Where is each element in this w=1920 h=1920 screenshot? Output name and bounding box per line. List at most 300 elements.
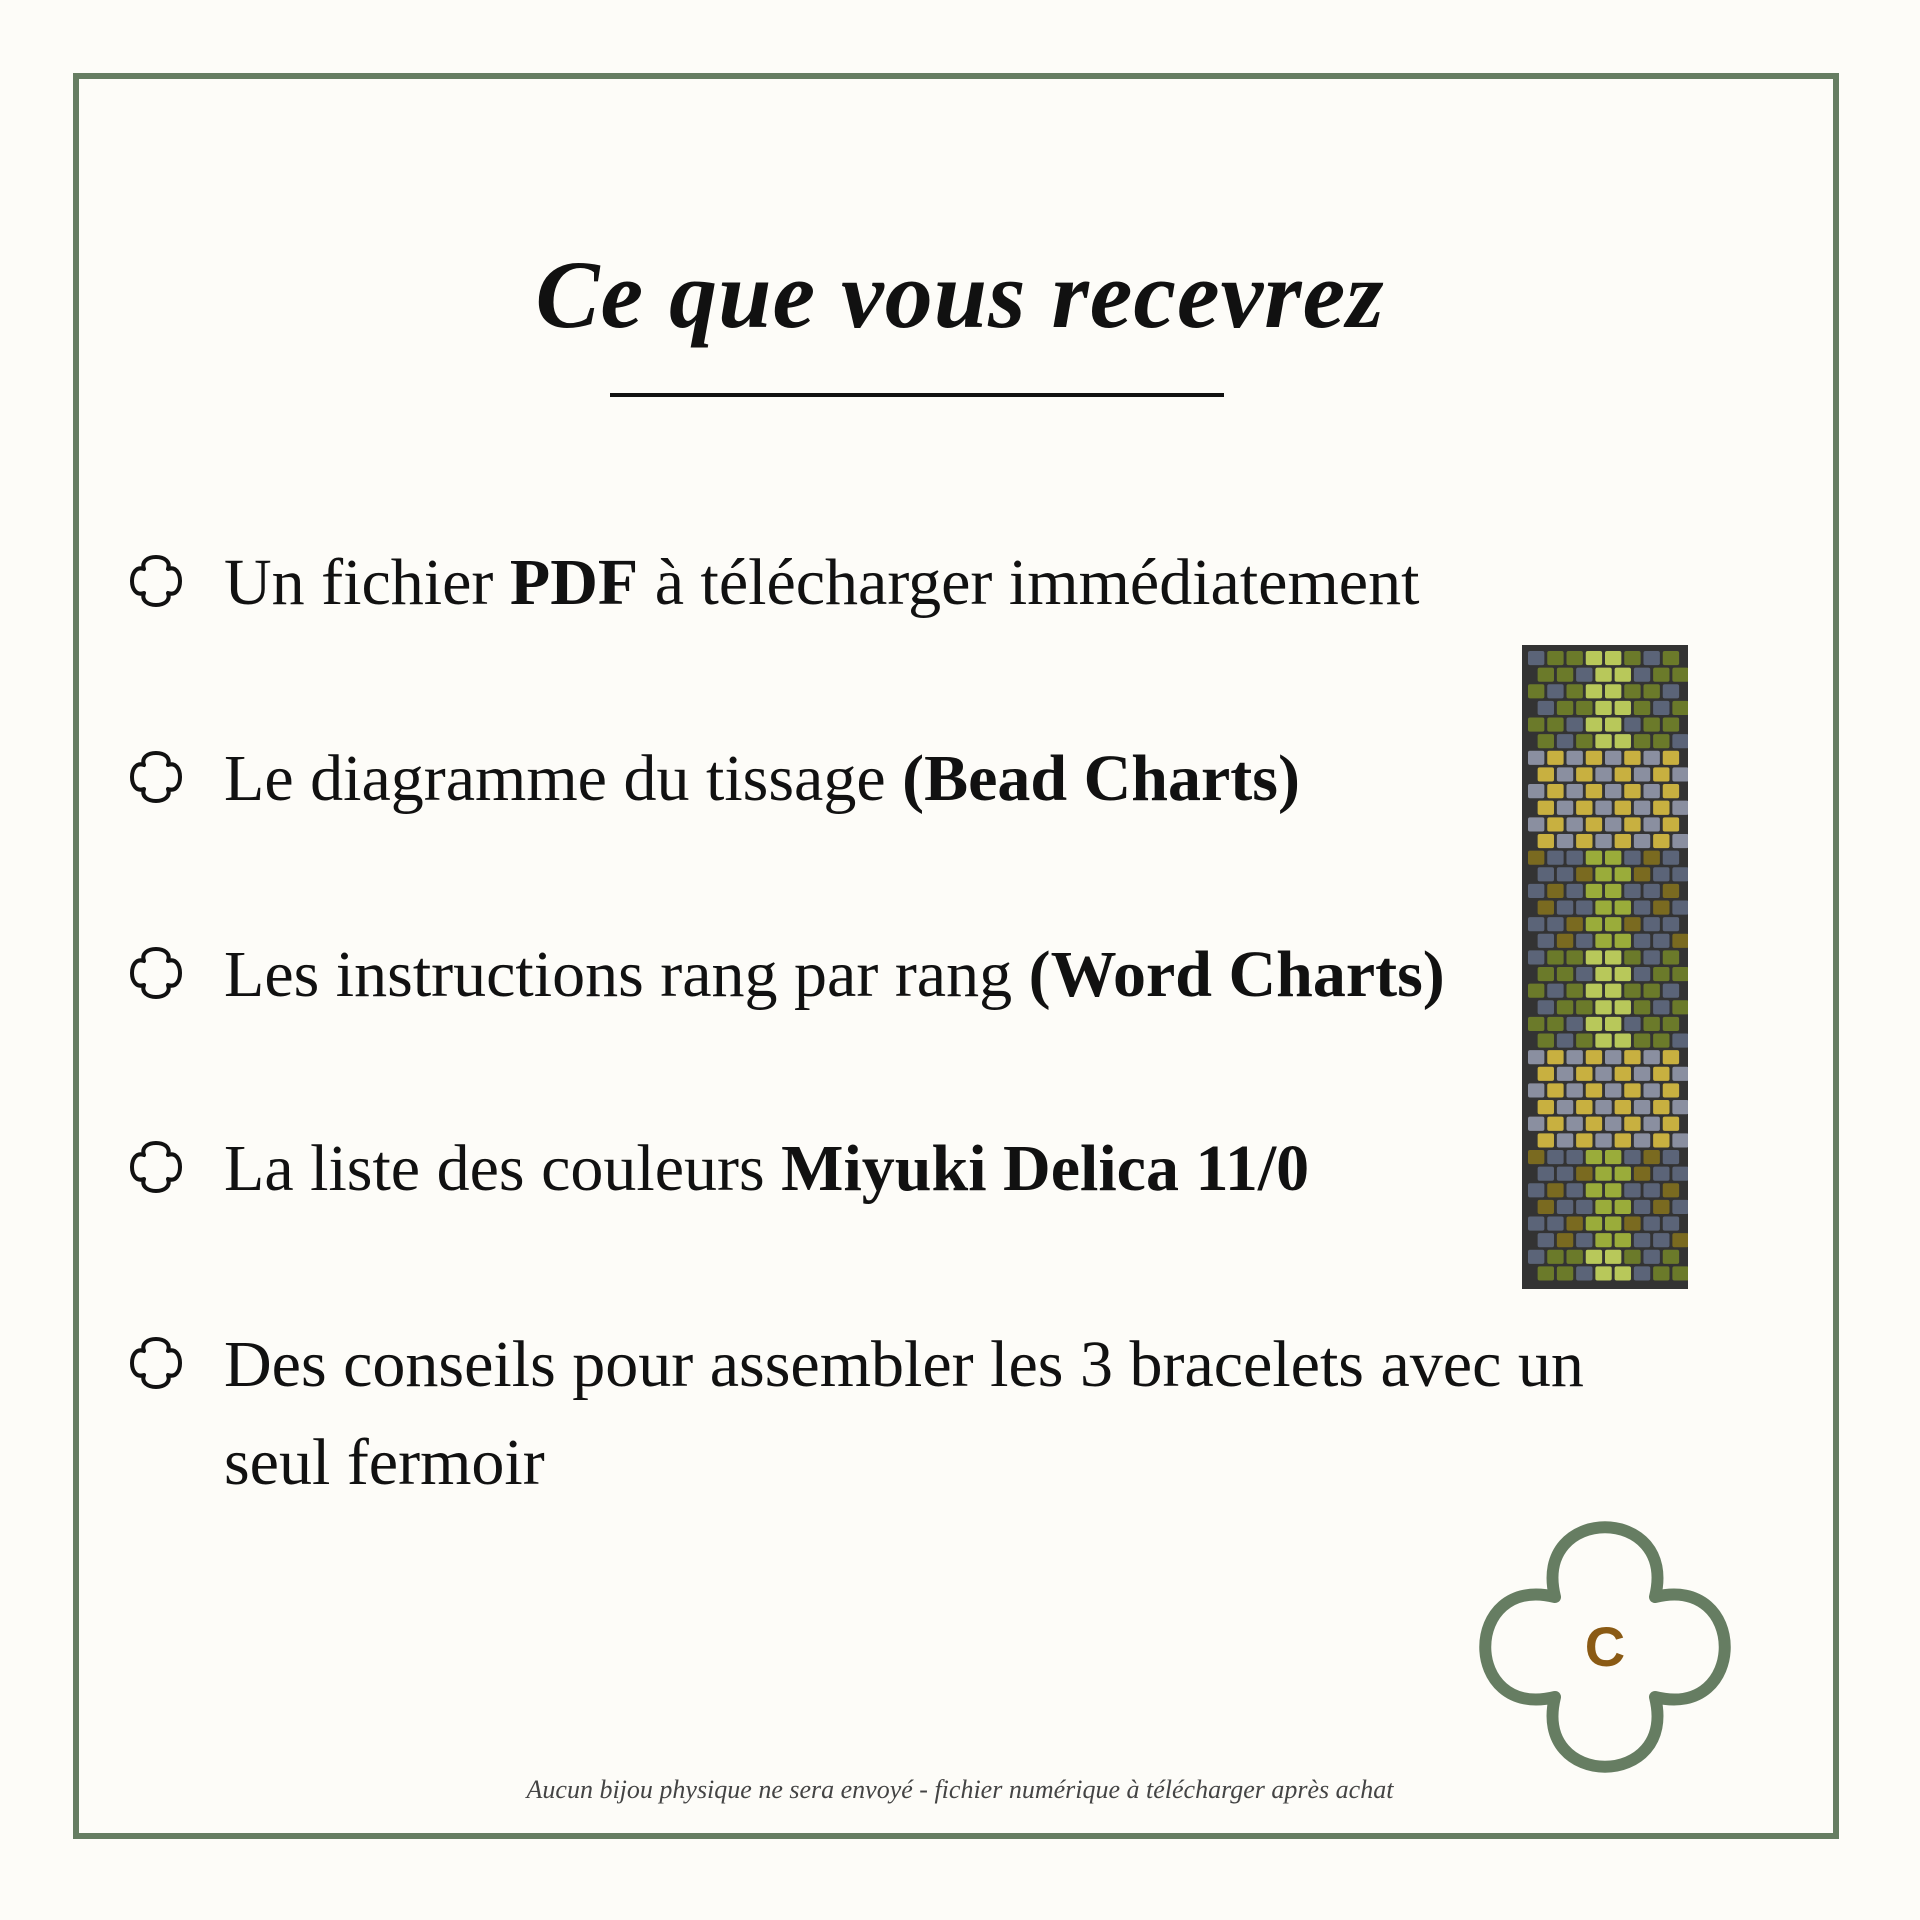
bead xyxy=(1653,1133,1669,1147)
bead xyxy=(1653,668,1669,682)
bead xyxy=(1615,867,1631,881)
bead xyxy=(1672,1100,1688,1114)
bead xyxy=(1586,1017,1602,1031)
bead xyxy=(1644,917,1660,931)
bead xyxy=(1624,1017,1640,1031)
bead xyxy=(1557,1100,1573,1114)
bead xyxy=(1557,801,1573,815)
bead xyxy=(1547,950,1563,964)
bead xyxy=(1644,950,1660,964)
bead xyxy=(1595,1167,1611,1181)
bead xyxy=(1576,1200,1592,1214)
bead xyxy=(1605,851,1621,865)
bead xyxy=(1538,934,1554,948)
bead xyxy=(1547,1117,1563,1131)
bead xyxy=(1586,1083,1602,1097)
bead xyxy=(1634,668,1650,682)
bead xyxy=(1672,701,1688,715)
bead xyxy=(1538,1133,1554,1147)
bead xyxy=(1634,767,1650,781)
bead xyxy=(1547,1183,1563,1197)
bead xyxy=(1576,1233,1592,1247)
bead xyxy=(1624,651,1640,665)
bead xyxy=(1653,1034,1669,1048)
bead xyxy=(1586,718,1602,732)
bead xyxy=(1586,984,1602,998)
bead xyxy=(1557,1167,1573,1181)
bead xyxy=(1538,834,1554,848)
bead xyxy=(1644,684,1660,698)
bead xyxy=(1644,851,1660,865)
bead xyxy=(1528,984,1544,998)
bead xyxy=(1528,950,1544,964)
bead xyxy=(1547,851,1563,865)
bead xyxy=(1567,884,1583,898)
bead xyxy=(1586,684,1602,698)
bead xyxy=(1538,967,1554,981)
bead xyxy=(1528,651,1544,665)
bead xyxy=(1615,1200,1631,1214)
bead xyxy=(1644,1183,1660,1197)
bead xyxy=(1605,817,1621,831)
bead xyxy=(1615,734,1631,748)
bead xyxy=(1624,984,1640,998)
bead xyxy=(1615,767,1631,781)
bead xyxy=(1644,1050,1660,1064)
bead xyxy=(1595,701,1611,715)
bead xyxy=(1586,1250,1602,1264)
bead xyxy=(1538,1034,1554,1048)
bead xyxy=(1663,1250,1679,1264)
bead xyxy=(1538,734,1554,748)
bead xyxy=(1586,1117,1602,1131)
bead xyxy=(1595,967,1611,981)
four-petal-flower-outline-icon xyxy=(120,741,192,813)
bead xyxy=(1624,1050,1640,1064)
bead xyxy=(1528,1117,1544,1131)
page-title: Ce que vous recevrez xyxy=(535,241,1385,348)
bead xyxy=(1547,684,1563,698)
list-item xyxy=(224,1120,1624,1218)
bead xyxy=(1624,884,1640,898)
bead xyxy=(1634,734,1650,748)
bead xyxy=(1634,867,1650,881)
bead xyxy=(1644,1250,1660,1264)
bead xyxy=(1557,967,1573,981)
bead xyxy=(1634,1200,1650,1214)
item-text: Le diagramme du tissage xyxy=(224,742,903,815)
bead xyxy=(1653,1266,1669,1280)
bead xyxy=(1567,851,1583,865)
bead xyxy=(1672,1266,1688,1280)
bead xyxy=(1586,1183,1602,1197)
bead xyxy=(1624,1117,1640,1131)
bead xyxy=(1634,1000,1650,1014)
bead xyxy=(1528,851,1544,865)
bead xyxy=(1528,1017,1544,1031)
bead xyxy=(1538,1266,1554,1280)
bead xyxy=(1586,884,1602,898)
bead xyxy=(1653,734,1669,748)
bead xyxy=(1672,1233,1688,1247)
bead xyxy=(1672,734,1688,748)
bead xyxy=(1663,1216,1679,1230)
bead xyxy=(1586,784,1602,798)
bead xyxy=(1624,1150,1640,1164)
bead xyxy=(1586,817,1602,831)
bead xyxy=(1634,1133,1650,1147)
bead xyxy=(1547,817,1563,831)
bead xyxy=(1663,1117,1679,1131)
bead xyxy=(1644,751,1660,765)
bead xyxy=(1615,1034,1631,1048)
bead xyxy=(1672,967,1688,981)
bead xyxy=(1557,1000,1573,1014)
bead xyxy=(1634,701,1650,715)
bead xyxy=(1567,1117,1583,1131)
bead xyxy=(1634,967,1650,981)
bead xyxy=(1595,1200,1611,1214)
bead xyxy=(1557,934,1573,948)
bead xyxy=(1653,934,1669,948)
bead xyxy=(1615,1000,1631,1014)
bead xyxy=(1576,934,1592,948)
bead xyxy=(1567,1216,1583,1230)
bead xyxy=(1615,1133,1631,1147)
bead xyxy=(1663,950,1679,964)
bead xyxy=(1586,651,1602,665)
bead xyxy=(1605,651,1621,665)
bead xyxy=(1634,1100,1650,1114)
bead xyxy=(1653,967,1669,981)
bead xyxy=(1595,1100,1611,1114)
bead xyxy=(1538,1000,1554,1014)
item-bold-text: PDF xyxy=(509,546,639,619)
item-text: La liste des couleurs xyxy=(224,1132,782,1205)
four-petal-flower-logo xyxy=(1452,1494,1758,1800)
bead xyxy=(1576,1067,1592,1081)
bead xyxy=(1653,1067,1669,1081)
bead xyxy=(1547,751,1563,765)
bead xyxy=(1557,900,1573,914)
bead xyxy=(1605,884,1621,898)
bead xyxy=(1624,851,1640,865)
item-bold-text: Miyuki Delica 11/0 xyxy=(781,1132,1310,1205)
bead xyxy=(1567,1250,1583,1264)
bead-pattern-image xyxy=(1522,645,1688,1289)
bead xyxy=(1567,917,1583,931)
bead xyxy=(1605,1117,1621,1131)
bead xyxy=(1615,1167,1631,1181)
bead xyxy=(1547,884,1563,898)
bead xyxy=(1528,1216,1544,1230)
title-underline xyxy=(610,393,1224,397)
bead xyxy=(1634,834,1650,848)
bead xyxy=(1538,767,1554,781)
bead xyxy=(1663,1150,1679,1164)
bead xyxy=(1567,1017,1583,1031)
bead xyxy=(1605,1216,1621,1230)
bead xyxy=(1605,917,1621,931)
bead xyxy=(1547,917,1563,931)
bead xyxy=(1595,801,1611,815)
bead xyxy=(1595,1133,1611,1147)
bead xyxy=(1634,801,1650,815)
bead xyxy=(1672,1067,1688,1081)
footer-note: Aucun bijou physique ne sera envoyé - fichier numérique à télécharger après achat xyxy=(526,1775,1394,1804)
bead xyxy=(1672,900,1688,914)
bead xyxy=(1557,867,1573,881)
bead xyxy=(1547,1083,1563,1097)
bead xyxy=(1663,784,1679,798)
bead xyxy=(1644,1083,1660,1097)
bead xyxy=(1538,1200,1554,1214)
bead xyxy=(1567,784,1583,798)
bead xyxy=(1547,1216,1563,1230)
bead xyxy=(1644,1117,1660,1131)
bead xyxy=(1595,1000,1611,1014)
bead xyxy=(1624,718,1640,732)
bead xyxy=(1615,801,1631,815)
bead xyxy=(1576,1167,1592,1181)
bead xyxy=(1557,1200,1573,1214)
bead xyxy=(1672,834,1688,848)
bead xyxy=(1528,718,1544,732)
bead xyxy=(1663,1083,1679,1097)
bead xyxy=(1644,1150,1660,1164)
bead xyxy=(1644,884,1660,898)
bead xyxy=(1663,851,1679,865)
bead xyxy=(1538,701,1554,715)
bead xyxy=(1586,1150,1602,1164)
bead xyxy=(1653,1200,1669,1214)
four-petal-flower-outline-icon xyxy=(120,1327,192,1399)
bead xyxy=(1615,967,1631,981)
bead xyxy=(1653,900,1669,914)
bead xyxy=(1644,817,1660,831)
bead xyxy=(1576,834,1592,848)
bead xyxy=(1528,751,1544,765)
bead xyxy=(1547,1050,1563,1064)
list-item xyxy=(224,730,1624,828)
bead xyxy=(1528,684,1544,698)
bead xyxy=(1624,917,1640,931)
bead xyxy=(1567,950,1583,964)
bead xyxy=(1653,1167,1669,1181)
bead xyxy=(1605,751,1621,765)
bead xyxy=(1576,668,1592,682)
bead xyxy=(1624,1183,1640,1197)
bead xyxy=(1663,984,1679,998)
bead xyxy=(1653,1000,1669,1014)
bead xyxy=(1595,900,1611,914)
bead xyxy=(1663,817,1679,831)
bead xyxy=(1634,1233,1650,1247)
item-text: Des conseils pour assembler les 3 bracelets avec un seul fermoir xyxy=(224,1328,1584,1499)
bead xyxy=(1576,1000,1592,1014)
bead xyxy=(1586,851,1602,865)
bead xyxy=(1528,917,1544,931)
bead xyxy=(1567,751,1583,765)
bead xyxy=(1557,668,1573,682)
bead xyxy=(1605,1183,1621,1197)
bead xyxy=(1557,701,1573,715)
bead xyxy=(1634,1034,1650,1048)
bead xyxy=(1547,1150,1563,1164)
bead xyxy=(1538,900,1554,914)
bead xyxy=(1557,1233,1573,1247)
bead xyxy=(1672,1133,1688,1147)
bead xyxy=(1672,1034,1688,1048)
item-text: Un fichier xyxy=(224,546,510,619)
bead xyxy=(1576,1266,1592,1280)
bead xyxy=(1634,1266,1650,1280)
bead xyxy=(1663,651,1679,665)
bead xyxy=(1538,1233,1554,1247)
bead xyxy=(1538,1067,1554,1081)
bead xyxy=(1528,1150,1544,1164)
item-bold-text: (Word Charts) xyxy=(1028,938,1445,1011)
bead xyxy=(1538,867,1554,881)
bead xyxy=(1528,1050,1544,1064)
bead xyxy=(1567,1083,1583,1097)
bead xyxy=(1615,934,1631,948)
bead xyxy=(1528,1183,1544,1197)
bead xyxy=(1653,801,1669,815)
bead xyxy=(1528,884,1544,898)
bead xyxy=(1557,1067,1573,1081)
bead xyxy=(1634,934,1650,948)
bead xyxy=(1538,1100,1554,1114)
bead xyxy=(1538,801,1554,815)
bead xyxy=(1615,701,1631,715)
bead xyxy=(1624,1250,1640,1264)
bead xyxy=(1624,684,1640,698)
bead xyxy=(1567,817,1583,831)
bead xyxy=(1615,1266,1631,1280)
bead xyxy=(1557,1133,1573,1147)
bead xyxy=(1615,1233,1631,1247)
bead xyxy=(1605,684,1621,698)
bead xyxy=(1672,1000,1688,1014)
bead xyxy=(1576,1100,1592,1114)
bead xyxy=(1586,1050,1602,1064)
bead xyxy=(1653,834,1669,848)
bead xyxy=(1663,1050,1679,1064)
bead xyxy=(1538,668,1554,682)
bead xyxy=(1634,900,1650,914)
bead xyxy=(1624,784,1640,798)
bead xyxy=(1624,1083,1640,1097)
bead xyxy=(1547,984,1563,998)
bead xyxy=(1605,984,1621,998)
bead xyxy=(1663,917,1679,931)
bead xyxy=(1624,950,1640,964)
bead xyxy=(1567,1050,1583,1064)
four-petal-flower-outline-icon xyxy=(120,937,192,1009)
bead xyxy=(1624,817,1640,831)
bead xyxy=(1567,984,1583,998)
bead xyxy=(1624,751,1640,765)
bead xyxy=(1567,684,1583,698)
bead xyxy=(1567,1183,1583,1197)
bead xyxy=(1644,784,1660,798)
bead xyxy=(1567,651,1583,665)
bead xyxy=(1663,1017,1679,1031)
bead xyxy=(1528,817,1544,831)
bead xyxy=(1663,884,1679,898)
bead xyxy=(1605,718,1621,732)
bead xyxy=(1538,1167,1554,1181)
bead xyxy=(1595,867,1611,881)
bead xyxy=(1672,767,1688,781)
list-item xyxy=(224,534,1624,632)
bead xyxy=(1557,767,1573,781)
logo-letter: C xyxy=(1584,1615,1626,1678)
bead xyxy=(1557,1034,1573,1048)
bead xyxy=(1595,1034,1611,1048)
bead xyxy=(1605,950,1621,964)
bead xyxy=(1595,834,1611,848)
bead xyxy=(1528,1250,1544,1264)
bead xyxy=(1653,767,1669,781)
bead xyxy=(1653,1233,1669,1247)
item-text: Les instructions rang par rang xyxy=(224,938,1029,1011)
bead xyxy=(1576,967,1592,981)
bead xyxy=(1653,1100,1669,1114)
bead xyxy=(1653,867,1669,881)
bead xyxy=(1672,668,1688,682)
bead xyxy=(1595,1233,1611,1247)
bead xyxy=(1605,1150,1621,1164)
bead xyxy=(1663,1183,1679,1197)
bead xyxy=(1586,917,1602,931)
bead xyxy=(1605,1017,1621,1031)
bead xyxy=(1567,718,1583,732)
bead xyxy=(1595,767,1611,781)
bead xyxy=(1663,684,1679,698)
bead xyxy=(1576,1133,1592,1147)
bead xyxy=(1672,934,1688,948)
bead xyxy=(1615,668,1631,682)
bead xyxy=(1595,1067,1611,1081)
bead xyxy=(1615,1100,1631,1114)
bead xyxy=(1624,1216,1640,1230)
four-petal-flower-outline-icon xyxy=(120,1131,192,1203)
list-item xyxy=(224,1316,1644,1512)
bead xyxy=(1672,801,1688,815)
list-item xyxy=(224,926,1624,1024)
bead xyxy=(1567,1150,1583,1164)
bead xyxy=(1615,900,1631,914)
four-petal-flower-outline-icon xyxy=(120,545,192,617)
bead xyxy=(1672,1200,1688,1214)
bead xyxy=(1547,718,1563,732)
bead xyxy=(1672,867,1688,881)
bead xyxy=(1663,751,1679,765)
bead xyxy=(1595,734,1611,748)
bead xyxy=(1644,651,1660,665)
bead xyxy=(1586,751,1602,765)
bead xyxy=(1557,1266,1573,1280)
bead xyxy=(1557,734,1573,748)
bead xyxy=(1595,1266,1611,1280)
bead xyxy=(1644,984,1660,998)
bead xyxy=(1653,701,1669,715)
bead xyxy=(1576,867,1592,881)
bead xyxy=(1528,1083,1544,1097)
bead xyxy=(1605,1083,1621,1097)
